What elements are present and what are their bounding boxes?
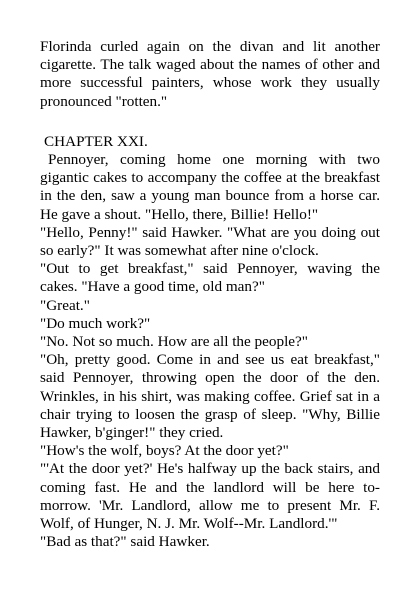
paragraph: "No. Not so much. How are all the people?" (40, 333, 308, 351)
paragraph: "How's the wolf, boys? At the door yet?" (40, 442, 289, 460)
book-page (40, 38, 380, 551)
paragraph: Pennoyer, coming home one morning with two gigantic cakes to accompany the coffee at the breakfast in the den, saw a young man bounce from a horse car. He gave a shout. "Hello, there, Billie! Hello!" (40, 151, 380, 223)
paragraph: "Do much work?" (40, 314, 151, 332)
opening-paragraph: Florinda curled again on the divan and lit another cigarette. The talk waged about the names of other and more successful painters, whose work they usually pronounced "rotten." (40, 38, 380, 110)
paragraph: "Oh, pretty good. Come in and see us eat breakfast," said Pennoyer, throwing open the door of the den. Wrinkles, in his shirt, was making coffee. Grief sat in a chair trying to loosen the grasp of sleep. "Why, Billie Hawker, b'ginger!" they cried. (40, 351, 380, 442)
paragraph: "Out to get breakfast," said Pennoyer, waving the cakes. "Have a good time, old man?" (40, 260, 380, 296)
chapter-heading: CHAPTER XXI. (44, 132, 148, 150)
section-gap (40, 111, 380, 133)
paragraph: "Great." (40, 296, 90, 314)
paragraph: "'At the door yet?' He's halfway up the back stairs, and coming fast. He and the landlord will be here to-morrow. 'Mr. Landlord, allow me to present Mr. F. Wolf, of Hunger, N. J. Mr. Wolf--Mr. Landlord.'" (40, 460, 380, 533)
paragraph: "Bad as that?" said Hawker. (40, 533, 210, 551)
paragraph: "Hello, Penny!" said Hawker. "What are you doing out so early?" It was somewhat after nine o'clock. (40, 223, 380, 260)
